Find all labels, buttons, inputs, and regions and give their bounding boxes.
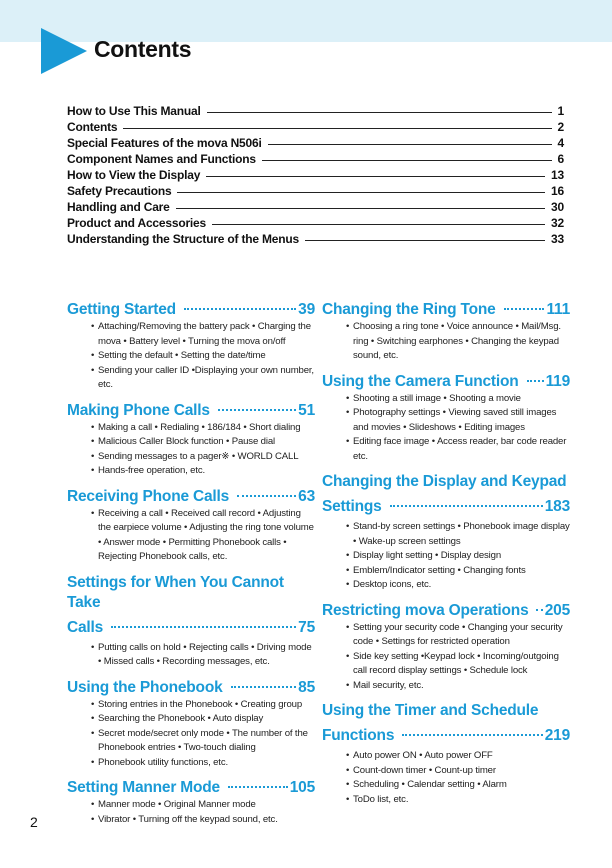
page-number: 2	[30, 814, 38, 830]
bullet-list	[322, 749, 570, 807]
section-heading-cont[interactable]	[67, 615, 315, 641]
section-title-cont: Settings	[322, 498, 382, 515]
bullet-item: • ToDo list, etc.	[346, 793, 570, 808]
toc-page: 30	[551, 200, 564, 214]
bullet-item: • Desktop icons, etc.	[346, 578, 570, 593]
dot-leader	[504, 308, 545, 310]
section-title: Making Phone Calls	[67, 401, 210, 419]
section-title: Using the Timer and Schedule	[322, 702, 539, 719]
bullet-item: • Malicious Caller Block function • Pause dial	[91, 435, 315, 450]
bullet-item: • Putting calls on hold • Rejecting calls • Driving mode • Missed calls • Recording messages, etc.	[91, 641, 315, 670]
section-heading[interactable]	[67, 300, 315, 320]
bullet-item: • Editing face image • Access reader, bar code reader etc.	[346, 435, 570, 464]
bullet-item: • Sending messages to a pager※ • WORLD CALL	[91, 450, 315, 465]
section	[322, 701, 570, 807]
section-page: 119	[545, 372, 570, 390]
toc-row[interactable]	[67, 103, 564, 119]
toc-row[interactable]	[67, 167, 564, 183]
section	[67, 573, 315, 670]
toc-row[interactable]	[67, 183, 564, 199]
section	[67, 678, 315, 771]
section-title-cont: Calls	[67, 618, 104, 636]
bullet-item: • Making a call • Redialing • 186/184 • Short dialing	[91, 421, 315, 436]
bullet-item: • Setting your security code • Changing your security code • Settings for restricted operation	[346, 621, 570, 650]
section	[322, 472, 570, 593]
toc-label: Component Names and Functions	[67, 152, 256, 166]
section	[67, 778, 315, 827]
bullet-item: • Hands-free operation, etc.	[91, 464, 315, 479]
bullet-item: • Scheduling • Calendar setting • Alarm	[346, 778, 570, 793]
bullet-list	[67, 421, 315, 479]
bullet-item: • Receiving a call • Received call record • Adjusting the earpiece volume • Adjusting the ring tone volume • Answer mode • Permitting Phonebook calls • Rejecting Phonebook calls, etc.	[91, 507, 315, 565]
bullet-item: • Choosing a ring tone • Voice announce • Mail/Msg. ring • Switching earphones • Changing the keypad sound, etc.	[346, 320, 570, 364]
toc-label: Special Features of the mova N506i	[67, 136, 262, 150]
dot-leader	[231, 686, 297, 688]
toc-label: Understanding the Structure of the Menus	[67, 232, 300, 246]
section-heading[interactable]	[322, 472, 570, 492]
dot-leader	[527, 380, 544, 382]
toc-label: Safety Precautions	[67, 184, 172, 198]
bullet-list	[322, 621, 570, 694]
dot-leader	[228, 786, 288, 788]
dot-leader	[390, 505, 543, 507]
leader-line	[305, 240, 545, 241]
bullet-item: • Manner mode • Original Manner mode	[91, 798, 315, 813]
bullet-item: • Display light setting • Display design	[346, 549, 570, 564]
bullet-list	[322, 520, 570, 593]
toc-page: 2	[557, 120, 564, 134]
section-page: 39	[298, 301, 315, 318]
toc-page: 1	[557, 104, 564, 118]
toc-page: 13	[551, 168, 564, 182]
leader-line	[212, 224, 545, 225]
toc-row[interactable]	[67, 215, 564, 231]
section-heading[interactable]	[322, 372, 570, 392]
leader-line	[123, 128, 551, 129]
section-title: Receiving Phone Calls	[67, 487, 230, 505]
toc-label: How to View the Display	[67, 168, 201, 182]
bullet-item: • Setting the default • Setting the date/time	[91, 349, 315, 364]
section	[67, 487, 315, 565]
bullet-item: • Shooting a still image • Shooting a movie	[346, 392, 570, 407]
section-heading[interactable]	[67, 401, 315, 421]
section-title: Changing the Display and Keypad	[322, 473, 567, 490]
section-heading[interactable]	[322, 601, 570, 621]
bullet-list	[67, 698, 315, 771]
toc-label: Product and Accessories	[67, 216, 207, 230]
section-heading[interactable]	[322, 300, 570, 320]
section-heading[interactable]	[67, 487, 315, 507]
section-page: 183	[544, 498, 570, 515]
bullet-item: • Photography settings • Viewing saved still images and movies • Slideshows • Editing images	[346, 406, 570, 435]
section-page: 75	[298, 618, 315, 636]
section-title: Restricting mova Operations	[322, 601, 529, 619]
triangle-marker-icon	[41, 28, 87, 74]
toc-row[interactable]	[67, 231, 564, 247]
bullet-list	[322, 320, 570, 364]
bullet-item: • Mail security, etc.	[346, 679, 570, 694]
section-title-cont: Functions	[322, 727, 395, 744]
section	[322, 601, 570, 694]
section-title: Settings for When You Cannot Take	[67, 573, 284, 611]
toc-page: 4	[557, 136, 564, 150]
toc-page: 16	[551, 184, 564, 198]
section	[322, 372, 570, 465]
section-title: Changing the Ring Tone	[322, 301, 496, 318]
dot-leader	[218, 409, 296, 411]
section-heading-cont[interactable]	[322, 494, 570, 520]
leader-line	[262, 160, 552, 161]
section-title: Getting Started	[67, 301, 176, 318]
toc-page: 33	[551, 232, 564, 246]
section-page: 63	[298, 487, 315, 505]
bullet-list	[67, 798, 315, 827]
toc-row[interactable]	[67, 119, 564, 135]
bullet-item: • Vibrator • Turning off the keypad sound, etc.	[91, 813, 315, 828]
header-band	[0, 0, 612, 42]
toc-list	[67, 103, 564, 247]
bullet-item: • Sending your caller ID •Displaying your own number, etc.	[91, 364, 315, 393]
section-page: 205	[544, 601, 570, 619]
leader-line	[177, 192, 545, 193]
section	[67, 300, 315, 393]
section-page: 111	[546, 301, 570, 318]
page-title: Contents	[94, 36, 192, 62]
bullet-list	[67, 641, 315, 670]
section-title: Setting Manner Mode	[67, 779, 220, 796]
toc-label: Contents	[67, 120, 118, 134]
section-heading[interactable]	[322, 701, 570, 721]
bullet-item: • Side key setting •Keypad lock • Incoming/outgoing call record display settings • Schedule lock	[346, 650, 570, 679]
section-page: 85	[298, 678, 315, 696]
section-heading[interactable]	[67, 678, 315, 698]
section-page: 219	[544, 727, 570, 744]
bullet-item: • Secret mode/secret only mode • The number of the Phonebook entries • Two-touch dialing	[91, 727, 315, 756]
toc-page: 32	[551, 216, 564, 230]
section-page: 51	[298, 401, 315, 419]
section	[322, 300, 570, 364]
dot-leader	[184, 308, 296, 310]
bullet-item: • Auto power ON • Auto power OFF	[346, 749, 570, 764]
toc-page: 6	[557, 152, 564, 166]
section-page: 105	[289, 779, 315, 796]
leader-line	[176, 208, 545, 209]
bullet-list	[322, 392, 570, 465]
section-title: Using the Camera Function	[322, 372, 519, 390]
leader-line	[206, 176, 545, 177]
leader-line	[207, 112, 552, 113]
section-heading[interactable]	[67, 573, 315, 613]
toc-row[interactable]	[67, 199, 564, 215]
toc-label: Handling and Care	[67, 200, 170, 214]
dot-leader	[402, 734, 542, 736]
bullet-item: • Emblem/Indicator setting • Changing fonts	[346, 564, 570, 579]
toc-row[interactable]	[67, 151, 564, 167]
section	[67, 401, 315, 479]
section-title: Using the Phonebook	[67, 678, 223, 696]
section-heading-cont[interactable]	[322, 723, 570, 749]
section-heading[interactable]	[67, 778, 315, 798]
toc-row[interactable]	[67, 135, 564, 151]
bullet-item: • Count-down timer • Count-up timer	[346, 764, 570, 779]
left-column	[67, 300, 315, 835]
bullet-item: • Searching the Phonebook • Auto display	[91, 712, 315, 727]
bullet-list	[67, 320, 315, 393]
bullet-item: • Phonebook utility functions, etc.	[91, 756, 315, 771]
bullet-item: • Attaching/Removing the battery pack • Charging the mova • Battery level • Turning the mova on/off	[91, 320, 315, 349]
bullet-item: • Storing entries in the Phonebook • Creating group	[91, 698, 315, 713]
bullet-list	[67, 507, 315, 565]
bullet-item: • Stand-by screen settings • Phonebook image display • Wake-up screen settings	[346, 520, 570, 549]
dot-leader	[111, 626, 296, 628]
dot-leader	[536, 609, 542, 611]
dot-leader	[237, 495, 296, 497]
leader-line	[268, 144, 552, 145]
toc-label: How to Use This Manual	[67, 104, 201, 118]
right-column	[322, 300, 570, 815]
